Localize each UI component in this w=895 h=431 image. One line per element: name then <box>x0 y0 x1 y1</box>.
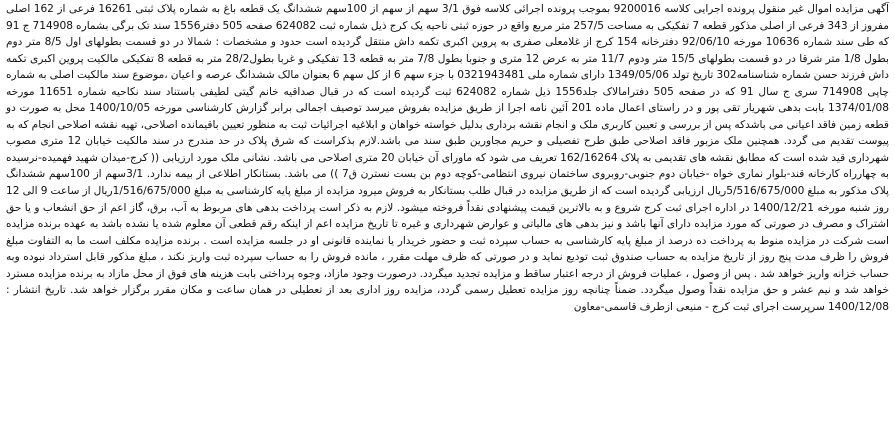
notice-body-text: آگهی مزایده اموال غیر منقول پرونده اجرایی کلاسه 9200016 بموجب پرونده اجرائی کلاسه فوق 3/1 سهم از سهم از 100سهم ششدانگ یک قطعه باغ به شماره پلاک ثبتی 16261 فرعی از 162 اصلی مفروز از 343 فرعی از اصلی مذکور قطعه 7 تفکیکی به مساحت 257/5 متر مربع واقع در حوزه ثبتی ناحیه یک کرج ذیل شماره ثبت 624082 صفحه 505 دفتر1556 سند تک برگی بشماره 714908 ج 91 که طی سند شماره 10636 مورخه 92/06/10 دفترخانه 154 کرج از غلامعلی صفری به پروین اکبری تکمه داش منتقل گردیده است حدود و مشخصات : شمالا در دو قسمت بطولهای اول 8/5 متر دوم بطول 1/8 متر شرقا در دو قسمت بطولهای 15/5 متر ودوم 11/7 متر به عرض 12 متری و جنوبا بطول 7/8 متر به قطعه 13 تفکیکی و غربا بطول28/2 متر به قطعه 8 تفکیکی مالکیت پروین اکبری تکمه داش فرزند حسن شماره شناسنامه302 تاریخ تولد 1349/05/06 دارای شماره ملی 0321943481 با جزء سهم 6 از کل سهم 6 بعنوان مالک ششدانگ عرصه و اعیان ،موضوع سند مالکیت اصلی به شماره چاپی 714908 سری ج سال 91 که در صفحه 505 دفترامالاک جلد1556 ذیل شماره 624082 ثبت گردیده است که در قبال صداقیه خانم گیتی لطیفی باستناد سند نکاحیه شماره 11651 مورخه 1374/01/08 بابت بدهی شهریار تقی پور و در راستای اعمال ماده 201 آئین نامه اجرا از طریق مزایده بفروش میرسد توصیف اجمالی برابر گزارش کارشناسی مورخه 1400/10/05 محل به صورت دو قطعه زمین فاقد اعیانی می باشدکه پس از بررسی و تعیین کاربری ملک و انجام نقشه برداری بدلیل خواسته خواهان و ابلاغیه اجرائیات ثبت به منظور تعیین باقیمانده اصلاحی، تهیه نقشه اصلاحی انجام که به پیوست تقدیم می گردد. همچنین ملک مزبور فاقد اصلاحی طبق طرح تفصیلی و حریم مجاورین طبق سند می باشد.لازم بذکراست که شرق پلاک در حد مندرج در سند مالکیت خیابان 12 متری مصوب شهرداری قید شده است که مطابق نقشه های تقدیمی به پلاک 162/16264 تعریف می شود که ماورای آن خیابان 20 متری اصلاحی می باشد. نشانی ملک مورد ارزیابی (( کرج-میدان شهید فهمیده-نرسیده به چهارراه کارخانه قند-بلوار نماری خواه -خیابان دوم جنوبی-روبروی ساختمان نیروی انتظامی-کوچه دوم بن بست نسترن ق7 )) می باشد. بستانکار اطلاعی از بیمه ندارد. 3/1سهم از 100سهم ششدانگ پلاک مذکور به مبلغ 5/516/675/000ریال ارزیابی گردیده است که از طریق مزایده در قبال طلب بستانکار به فروش میرود مزایده از مبلغ پایه کارشناسی به مبلغ 1/516/675/000ریال از ساعت 9 الی 12 روز شنبه مورخه 1400/12/21 در اداره اجرای ثبت کرج شروع و به بالاترین قیمت پیشنهادی نقداً فروخته میشود. لازم به ذکر است پرداخت بدهی های مربوط به آب، برق، گاز اعم از حق انشعاب و یا حق اشتراک و مصرف در صورتی که مورد مزایده دارای آنها باشد و نیز بدهی های مالیاتی و عوارض شهرداری و غیره تا تاریخ مزایده اعم از اینکه رقم قطعی آن معلوم شده یا نشده باشد به عهده برنده مزایده است شرکت در مزایده منوط به پرداخت ده درصد از مبلغ پایه کارشناسی به حساب سپرده ثبت و حضور خریدار یا نماینده قانونی او در جلسه مزایده است . برنده مزایده مکلف است ما به التفاوت مبلغ فروش را ظرف مدت پنج روز از تاریخ مزایده به حساب صندوق ثبت تودیع نماید و در صورتی که ظرف مهلت مقرر ، مانده فروش را به حساب سپرده ثبت واریز نکند ، مبلغ مذکور قابل استرداد نبوده وبه حساب خزانه واریز خواهد شد . پس از وصول ، عملیات فروش از درجه اعتبار ساقط و مزایده تجدید میگردد. درصورت وجود مازاد، وجوه پرداختی بابت هزینه های فوق از محل مازاد به برنده مزایده مسترد خواهد شد و نیم عشر و حق مزایده نقداً وصول میگردد. ضمناً چنانچه روز مزایده تعطیل رسمی گردد، مزایده روز اداری بعد از تعطیلی در همان ساعت و مکان مقرر برگزار خواهد شد. تاریخ انتشار : 1400/12/08 سرپرست اجرای ثبت کرج - منیعی ازطرف قاسمی-معاون <box>5 3 890 313</box>
